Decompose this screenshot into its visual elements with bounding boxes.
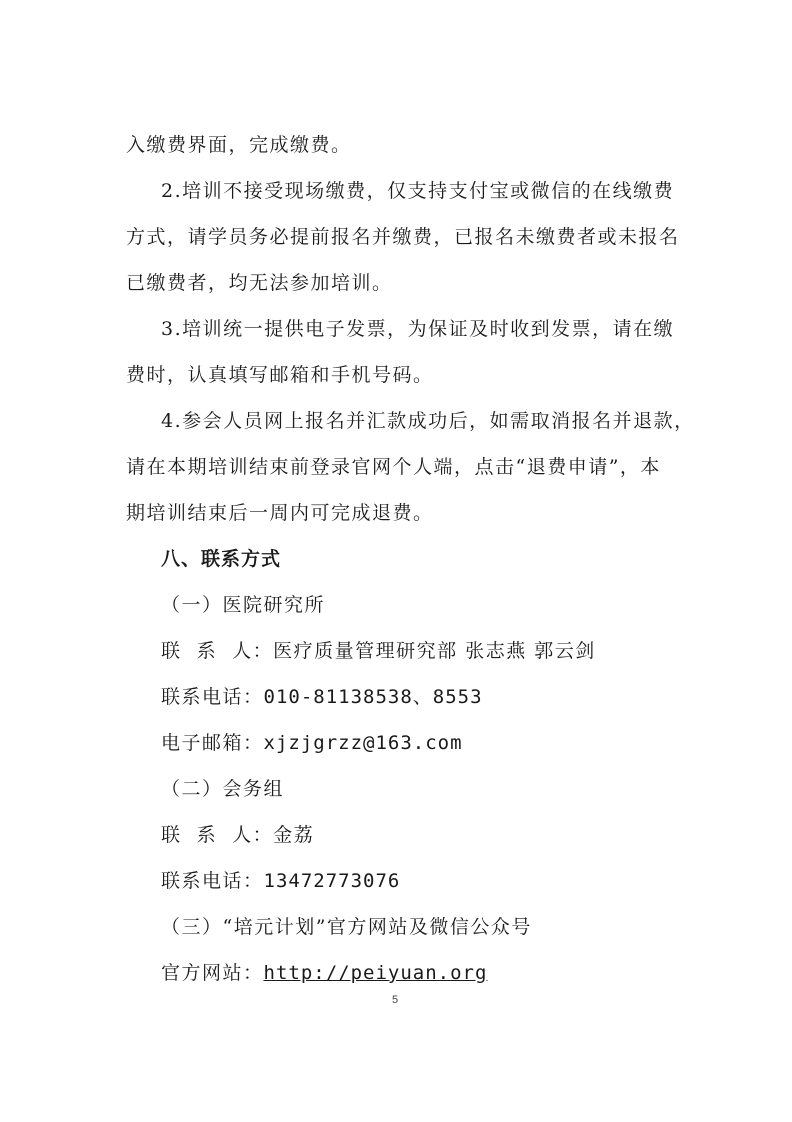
- website-label: 官方网站：: [161, 962, 264, 984]
- website-link[interactable]: http://peiyuan.org: [263, 962, 488, 984]
- contact-person-label: 联 系 人：: [161, 640, 274, 662]
- contact-phone-value: 13472773076: [263, 870, 401, 892]
- contact-phone-row: [161, 869, 400, 893]
- subsection-title: （二）会务组: [161, 778, 285, 800]
- contact-email-value: xjzjgrzz@163.com: [263, 732, 463, 754]
- contact-email-label: 电子邮箱：: [161, 732, 264, 754]
- subsection-title: （三）“培元计划”官方网站及微信公众号: [161, 916, 532, 938]
- paragraph-line: 期培训结束后一周内可完成退费。: [126, 502, 434, 524]
- contact-phone-label: 联系电话：: [161, 870, 264, 892]
- paragraph-line: 3.培训统一提供电子发票，为保证及时收到发票，请在缴: [161, 318, 675, 340]
- contact-phone-label: 联系电话：: [161, 686, 264, 708]
- section-heading: 八、联系方式: [161, 548, 282, 570]
- website-row: [161, 961, 487, 985]
- contact-person-row: [161, 639, 596, 663]
- contact-person-label: 联 系 人：: [161, 824, 274, 846]
- paragraph-line: 2.培训不接受现场缴费，仅支持支付宝或微信的在线缴费: [161, 180, 675, 202]
- contact-person-value: 医疗质量管理研究部 张志燕 郭云剑: [273, 640, 596, 662]
- contact-person-row: [161, 823, 314, 847]
- contact-email-row: [161, 731, 463, 755]
- paragraph-line: 方式，请学员务必提前报名并缴费，已报名未缴费者或未报名: [126, 226, 680, 248]
- paragraph-line: 4.参会人员网上报名并汇款成功后，如需取消报名并退款，: [161, 410, 695, 432]
- paragraph-line: 费时，认真填写邮箱和手机号码。: [126, 364, 434, 386]
- contact-phone-value: 010-81138538、8553: [263, 686, 483, 708]
- paragraph-line: 请在本期培训结束前登录官网个人端，点击“退费申请”，本: [126, 456, 661, 478]
- contact-person-value: 金荔: [273, 824, 315, 846]
- page-number: 5: [392, 994, 399, 1006]
- paragraph-line: 入缴费界面，完成缴费。: [126, 134, 352, 156]
- contact-phone-row: [161, 685, 483, 709]
- paragraph-line: 已缴费者，均无法参加培训。: [126, 272, 393, 294]
- subsection-title: （一）医院研究所: [161, 594, 326, 616]
